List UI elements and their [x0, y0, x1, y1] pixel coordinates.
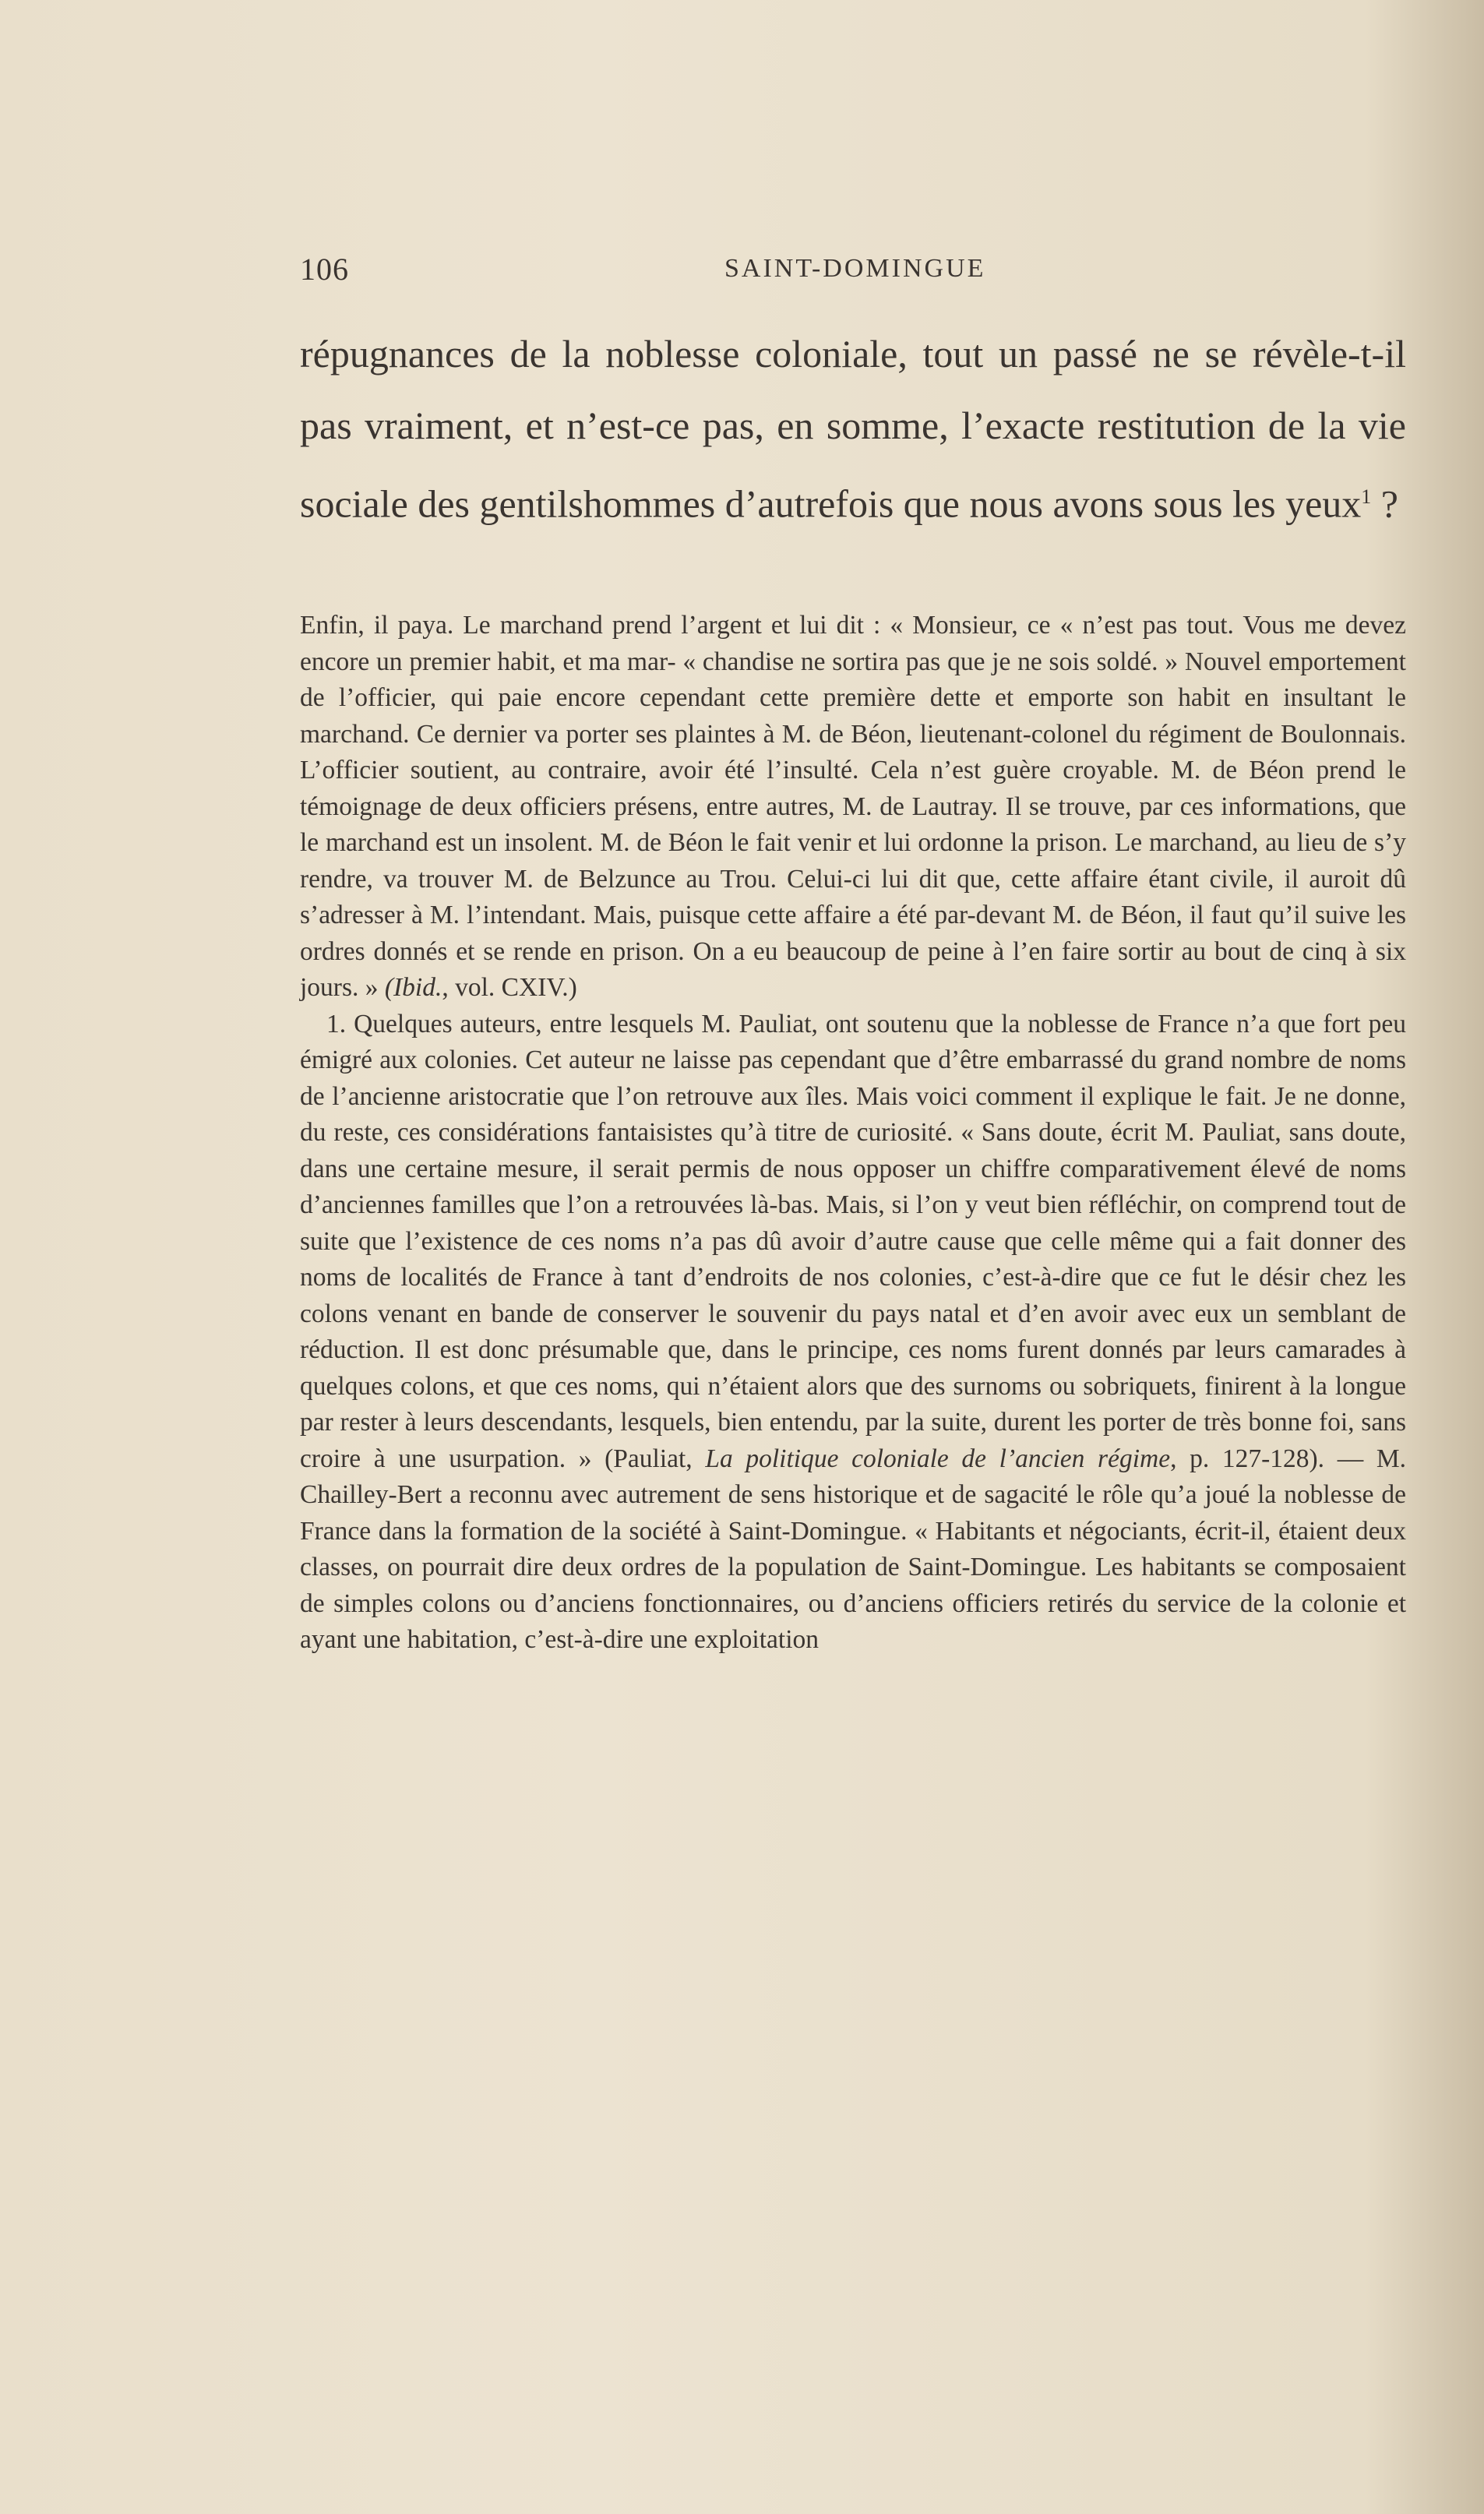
main-text-body: répugnances de la noblesse coloniale, tout un passé ne se révèle-t-il pas vraiment, et n’est-ce pas, en somme, l’exacte restitution de la vie sociale des gentilshommes d’autrefois que nous avons sous les yeux — [300, 332, 1406, 526]
footnote-1-text-a: Quelques auteurs, entre lesquels M. Pauliat, ont soutenu que la noblesse de France n’a que fort peu émigré aux colonies. Cet auteur ne laisse pas cependant que d’être embarrassé du grand nombre de noms de l’ancienne aristocratie que l’on retrouve aux îles. Mais voici comment il explique le fait. Je ne donne, du reste, ces considérations fantaisistes qu’à titre de curiosité. « Sans doute, écrit M. Pauliat, sans doute, dans une certaine mesure, il serait permis de nous opposer un chiffre comparativement élevé de noms d’anciennes familles que l’on a retrouvées là-bas. Mais, si l’on y veut bien réfléchir, on comprend tout de suite que l’existence de ces noms n’a pas dû avoir d’autre cause que celle même qui a fait donner des noms de localités de France à tant d’endroits de nos colonies, c’est-à-dire que ce fut le désir chez les colons venant en bande de conserver le souvenir du pays natal et d’en avoir avec eux un semblant de réduction. Il est donc présumable que, dans le principe, ces noms furent donnés par leurs camarades à quelques colons, et que ces noms, qui n’étaient alors que des surnoms ou sobriquets, finirent à la longue par rester à leurs descendants, lesquels, bien entendu, par la suite, durent les porter de très bonne foi, sans croire à une usurpation. » (Pauliat, — [300, 1009, 1406, 1473]
footnote-1-text-b: , p. 127-128). — M. Chailley-Bert a reconnu avec autrement de sens historique et de sagacité le rôle qu’a joué la noblesse de France dans la formation de la société à Saint-Domingue. « Habitants et négociants, écrit-il, étaient deux classes, on pourrait dire deux ordres de la population de Saint-Domingue. Les habitants se composaient de simples colons ou d’anciens fonctionnaires, ou d’anciens officiers retirés du service de la colonie et ayant une habitation, c’est-à-dire une exploitation — [300, 1444, 1406, 1654]
footnote-1-title: La politique coloniale de l’ancien régime — [705, 1444, 1171, 1473]
footnote-reference: 1 — [1361, 485, 1372, 508]
citation-volume: , vol. CXIV.) — [442, 973, 577, 1002]
main-paragraph — [300, 318, 1406, 540]
running-title: SAINT-DOMINGUE — [724, 254, 986, 283]
citation-ibid: (Ibid. — [384, 973, 442, 1002]
note-continued-text: Enfin, il paya. Le marchand prend l’argent et lui dit : « Monsieur, ce « n’est pas tout. Vous me devez encore un premier habit, et ma mar- « chandise ne sortira pas que je ne sois soldé. » Nouvel emportement de l’officier, qui paie encore cependant cette première dette et emporte son habit en insultant le marchand. Ce dernier va porter ses plaintes à M. de Béon, lieutenant-colonel du régiment de Boulonnais. L’officier soutient, au contraire, avoir été l’insulté. Cela n’est guère croyable. M. de Béon prend le témoignage de deux officiers présens, entre autres, M. de Lautray. Il se trouve, par ces informations, que le marchand est un insolent. M. de Béon le fait venir et lui ordonne la prison. Le marchand, au lieu de s’y rendre, va trouver M. de Belzunce au Trou. Celui-ci lui dit que, cette affaire étant civile, il auroit dû s’adresser à M. l’intendant. Mais, puisque cette affaire a été par-devant M. de Béon, il faut qu’il suive les ordres donnés et se rende en prison. On a eu beaucoup de peine à l’en faire sortir au bout de cinq à six jours. » — [300, 611, 1406, 1002]
note-continued — [300, 608, 1406, 1007]
page-number: 106 — [300, 252, 349, 287]
footnote-1-label: 1. — [326, 1009, 347, 1038]
page-header — [300, 251, 1461, 290]
footnotes — [300, 608, 1406, 1659]
footnote-1 — [300, 1007, 1406, 1659]
main-text-end: ? — [1371, 481, 1398, 526]
